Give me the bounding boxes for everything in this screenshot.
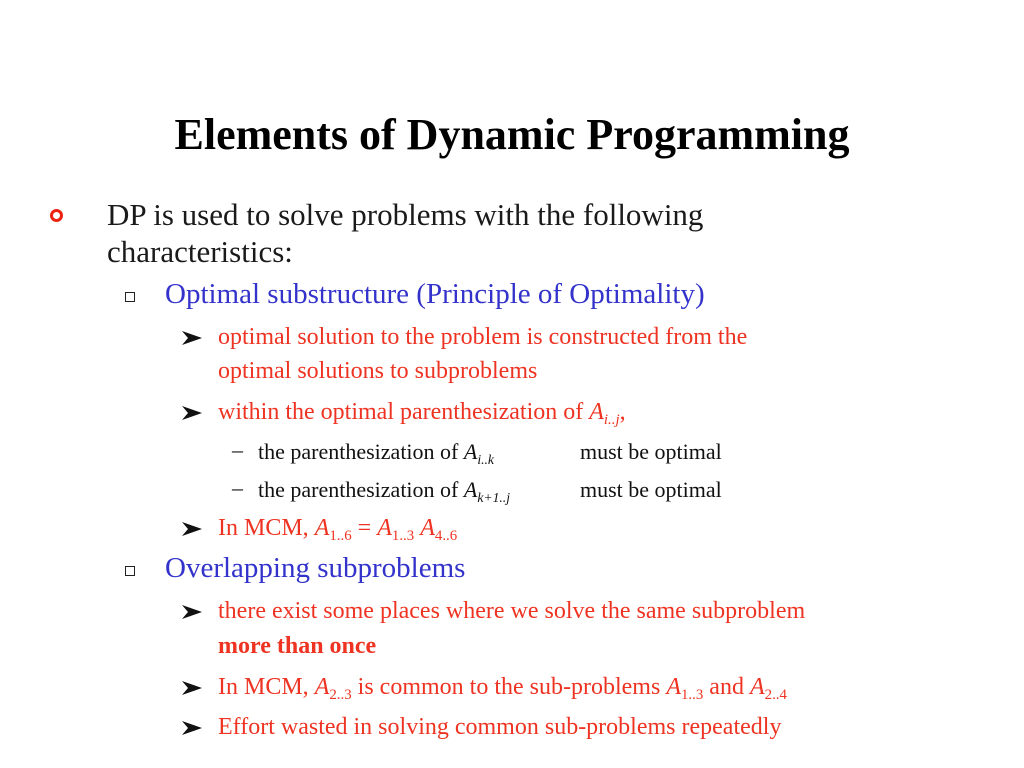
opt-point3 <box>218 511 457 553</box>
matrix-subscript: k+1..j <box>477 489 510 505</box>
dash-point2 <box>258 475 510 513</box>
opt-point3-text: In MCM, <box>218 515 315 541</box>
square-bullet-icon <box>125 292 135 302</box>
matrix-subscript: i..k <box>477 451 494 467</box>
ovl-point1-line1: there exist some places where we solve the same subproblem <box>218 598 806 624</box>
equals-sign: = <box>351 515 378 541</box>
dash-point1-tail: must be optimal <box>580 439 722 464</box>
ovl-point2-and: and <box>703 674 750 700</box>
dash-point1 <box>258 437 494 475</box>
ovl-point2-text: In MCM, <box>218 674 315 700</box>
dash-point1-text: the parenthesization of <box>258 439 464 464</box>
opt-point2-text: within the optimal parenthesization of <box>218 399 590 425</box>
opt-point1-line2: optimal solutions to subproblems <box>218 358 538 384</box>
page-title: Elements of Dynamic Programming <box>174 110 850 159</box>
matrix-symbol: A <box>377 515 392 541</box>
dash-bullet-icon: – <box>232 437 243 462</box>
matrix-symbol: A <box>589 399 604 425</box>
opt-point2-tail: , <box>619 399 626 425</box>
emphasis-text: more than once <box>218 633 377 659</box>
ovl-point1-line2 <box>218 629 376 663</box>
ovl-point2 <box>218 670 787 712</box>
overlapping-heading: Overlapping subproblems <box>165 552 466 584</box>
matrix-symbol: A <box>463 477 478 502</box>
matrix-symbol: A <box>666 674 681 700</box>
ovl-point2-mid: is common to the sub-problems <box>351 674 667 700</box>
arrow-bullet-icon <box>181 679 203 697</box>
matrix-symbol: A <box>314 674 330 700</box>
matrix-symbol: A <box>420 515 435 541</box>
optimal-substructure-heading: Optimal substructure (Principle of Optimality) <box>165 278 705 310</box>
circle-bullet-icon <box>50 209 63 222</box>
matrix-subscript: 4..6 <box>434 528 458 545</box>
matrix-subscript: 2..3 <box>329 687 352 704</box>
arrow-bullet-icon <box>181 719 203 737</box>
square-bullet-icon <box>125 566 135 576</box>
arrow-bullet-icon <box>181 329 203 347</box>
dash-point2-text: the parenthesization of <box>258 477 464 502</box>
matrix-symbol: A <box>749 674 765 700</box>
matrix-symbol: A <box>314 515 330 541</box>
dash-bullet-icon: – <box>232 475 243 500</box>
opt-point2 <box>218 395 626 437</box>
matrix-subscript: i..j <box>603 412 620 429</box>
ovl-point3: Effort wasted in solving common sub-problems repeatedly <box>218 714 782 740</box>
arrow-bullet-icon <box>181 520 203 538</box>
matrix-subscript: 1..3 <box>680 687 704 704</box>
opt-point1-line1: optimal solution to the problem is constructed from the <box>218 324 748 350</box>
bullet-dp-line2: characteristics: <box>107 234 293 269</box>
matrix-subscript: 1..3 <box>391 528 415 545</box>
matrix-subscript: 1..6 <box>329 528 352 545</box>
arrow-bullet-icon <box>181 603 203 621</box>
arrow-bullet-icon <box>181 404 203 422</box>
matrix-subscript: 2..4 <box>764 687 787 704</box>
dash-point2-tail: must be optimal <box>580 477 722 502</box>
bullet-dp-line1: DP is used to solve problems with the following <box>107 197 704 232</box>
matrix-symbol: A <box>463 439 478 464</box>
